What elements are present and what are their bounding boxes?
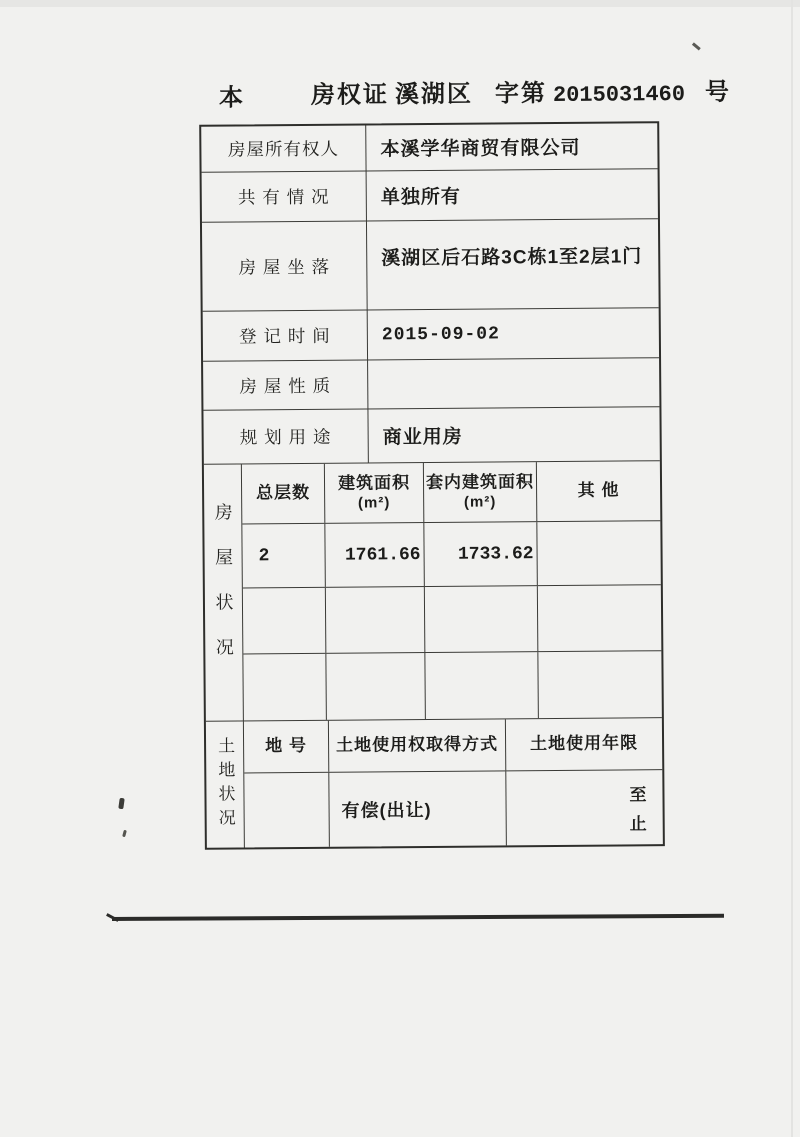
header-inner-area-unit: (m²) <box>463 493 497 511</box>
house-status-section-label-cell <box>204 464 244 720</box>
header-inner-area-text: 套内建筑面积 <box>425 472 535 493</box>
title-main <box>311 72 731 110</box>
header-land-acquisition: 土地使用权取得方式 <box>329 719 506 771</box>
header-built-area <box>325 463 424 523</box>
inner-area-value: 1733.62 <box>424 522 537 586</box>
owner-value: 本溪学华商贸有限公司 <box>380 137 581 161</box>
house-status-header-row <box>242 461 660 524</box>
registration-date-label: 登 记 时 间 <box>203 310 368 360</box>
header-land-tenure: 土地使用年限 <box>530 733 639 754</box>
other-value <box>537 521 660 585</box>
empty-cell <box>425 586 539 652</box>
land-status-section-label: 土地状况 <box>215 736 235 833</box>
co-ownership-value: 单独所有 <box>380 186 461 209</box>
empty-cell <box>326 587 426 653</box>
floors-value: 2 <box>242 524 325 588</box>
table-row-planned-use <box>203 407 659 465</box>
location-value: 溪湖区后石路3C栋1至2层1门 <box>381 246 643 270</box>
land-status-section <box>206 718 663 848</box>
title-hao: 号 <box>704 78 732 106</box>
empty-cell <box>243 588 327 654</box>
table-row-location <box>202 219 659 312</box>
planned-use-label: 规 划 用 途 <box>203 409 368 463</box>
empty-cell <box>538 651 662 718</box>
land-tenure-value <box>506 770 663 845</box>
certificate-title <box>199 72 732 112</box>
co-ownership-label: 共 有 情 况 <box>202 171 367 221</box>
header-other <box>537 461 660 521</box>
land-status-section-label-cell <box>206 721 245 847</box>
table-row-owner <box>201 123 657 173</box>
tenure-end: 止 <box>629 814 647 834</box>
house-status-data-row <box>242 521 660 588</box>
tenure-to: 至 <box>629 785 647 805</box>
land-status-grid <box>244 718 663 847</box>
house-status-empty-row <box>243 651 662 720</box>
land-status-data-row <box>244 770 663 847</box>
house-status-empty-row <box>243 585 662 654</box>
owner-label: 房屋所有权人 <box>201 125 366 171</box>
table-row-registration-date <box>203 308 659 362</box>
header-built-area-text: 建筑面积 <box>337 473 411 494</box>
title-district: 溪湖区 <box>394 80 474 109</box>
empty-cell <box>326 653 426 720</box>
title-zi-di: 字第 <box>494 80 548 108</box>
header-land-number: 地 号 <box>244 721 329 773</box>
header-other-text: 其 他 <box>577 480 620 501</box>
header-total-floors-text: 总层数 <box>256 483 311 503</box>
land-number-value <box>244 773 330 848</box>
land-status-header-row <box>244 718 662 773</box>
title-certificate-number: 2015031460 <box>552 81 686 109</box>
table-row-house-nature <box>203 358 659 411</box>
certificate-table <box>199 121 665 850</box>
header-inner-area <box>424 462 537 522</box>
empty-cell <box>538 585 662 651</box>
built-area-value: 1761.66 <box>325 523 424 587</box>
house-nature-value <box>368 358 659 408</box>
house-status-grid <box>242 461 662 720</box>
planned-use-value: 商业用房 <box>382 426 463 449</box>
house-status-section-label: 房屋状况 <box>212 502 235 683</box>
title-cert-name: 房权证 <box>310 81 390 109</box>
location-label: 房 屋 坐 落 <box>202 221 368 310</box>
house-nature-label: 房 屋 性 质 <box>203 360 368 409</box>
title-booklet-char: 本 <box>218 84 246 112</box>
house-status-section <box>204 461 662 722</box>
land-acquisition-value: 有偿(出让) <box>329 771 507 846</box>
header-built-area-unit: (m²) <box>357 494 391 512</box>
empty-cell <box>243 654 327 721</box>
empty-cell <box>425 652 539 719</box>
header-total-floors <box>242 464 325 524</box>
table-row-co-ownership <box>202 169 658 223</box>
registration-date-value: 2015-09-02 <box>381 323 500 345</box>
